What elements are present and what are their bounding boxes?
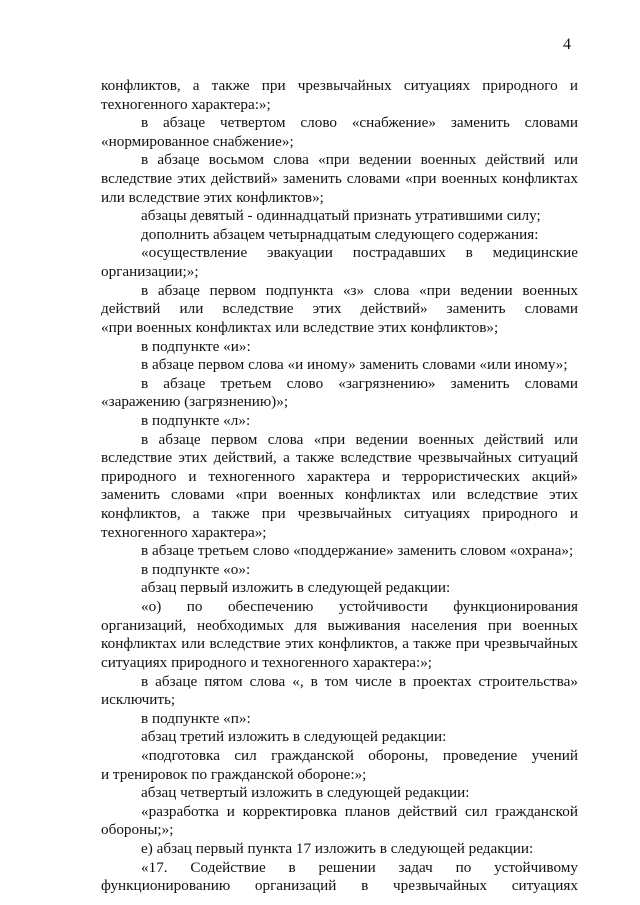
text-line: конфликтов, а также при чрезвычайных ситуациях природного и	[101, 77, 578, 94]
text-line: организации;»;	[101, 263, 199, 281]
text-line: функционированию организаций в чрезвычайных ситуациях	[101, 877, 578, 895]
text-line: вследствие этих действий» заменить словами «при военных конфликтах	[101, 170, 578, 188]
text-line: обороны;»;	[101, 821, 174, 839]
text-line: техногенного характера:»;	[101, 95, 271, 113]
text-line: в абзаце четвертом слово «снабжение» заменить словами	[141, 114, 578, 132]
document-body	[101, 77, 578, 896]
text-line: в подпункте «п»:	[141, 709, 251, 727]
text-line: заменить словами «при военных конфликтах или вследствие этих	[101, 486, 578, 504]
text-line: в абзаце восьмом слова «при ведении военных действий или	[141, 151, 578, 169]
text-line: ситуациях природного и техногенного характера:»;	[101, 653, 433, 671]
text-line: «разработка и корректировка планов действий сил гражданской	[141, 802, 578, 820]
text-line: техногенного характера»;	[101, 523, 267, 541]
text-line: или вследствие этих конфликтов»;	[101, 188, 324, 206]
text-line: в абзаце первом слова «и иному» заменить словами «или иному»;	[141, 356, 568, 374]
text-line: «нормированное снабжение»;	[101, 132, 294, 150]
text-line: «о) по обеспечению устойчивости функционирования	[141, 598, 578, 616]
text-line: в подпункте «о»:	[141, 560, 251, 578]
text-line: абзац третий изложить в следующей редакции:	[141, 728, 447, 746]
text-line: и тренировок по гражданской обороне:»;	[101, 765, 367, 783]
text-line: «заражению (загрязнению)»;	[101, 393, 289, 411]
text-line: «17. Содействие в решении задач по устойчивому	[141, 858, 578, 876]
text-line: в подпункте «и»:	[141, 337, 251, 355]
page-number: 4	[563, 36, 571, 53]
text-line: абзац четвертый изложить в следующей редакции:	[141, 784, 470, 802]
text-line: действий или вследствие этих действий» заменить словами	[101, 300, 578, 318]
text-line: в абзаце третьем слово «загрязнению» заменить словами	[141, 374, 578, 392]
text-line: «подготовка сил гражданской обороны, проведение учений	[141, 746, 578, 764]
text-line: в абзаце третьем слово «поддержание» заменить словом «охрана»;	[141, 542, 574, 560]
text-line: в подпункте «л»:	[141, 411, 251, 429]
text-line: природного и техногенного характера и террористических акций»	[101, 467, 578, 485]
text-line: организаций, необходимых для выживания населения при военных	[101, 616, 578, 634]
text-line: в абзаце первом подпункта «з» слова «при ведении военных	[141, 281, 578, 299]
text-line: в абзаце пятом слова «, в том числе в проектах строительства»	[141, 672, 578, 690]
text-line: конфликтах или вследствие этих конфликтов, а также при чрезвычайных	[101, 635, 578, 653]
text-line: абзацы девятый - одиннадцатый признать утратившими силу;	[141, 207, 541, 225]
text-line: абзац первый изложить в следующей редакции:	[141, 579, 451, 597]
text-line: в абзаце первом слова «при ведении военных действий или	[141, 430, 578, 448]
text-line: дополнить абзацем четырнадцатым следующего содержания:	[141, 225, 539, 243]
text-line: «при военных конфликтах или вследствие этих конфликтов»;	[101, 318, 499, 336]
text-line: «осуществление эвакуации пострадавших в медицинские	[141, 244, 578, 262]
text-line: конфликтов, а также при чрезвычайных ситуациях природного и	[101, 505, 578, 523]
text-line: вследствие этих действий, а также вследствие чрезвычайных ситуаций	[101, 449, 578, 467]
text-line: исключить;	[101, 691, 176, 709]
text-line: е) абзац первый пункта 17 изложить в следующей редакции:	[141, 839, 534, 857]
